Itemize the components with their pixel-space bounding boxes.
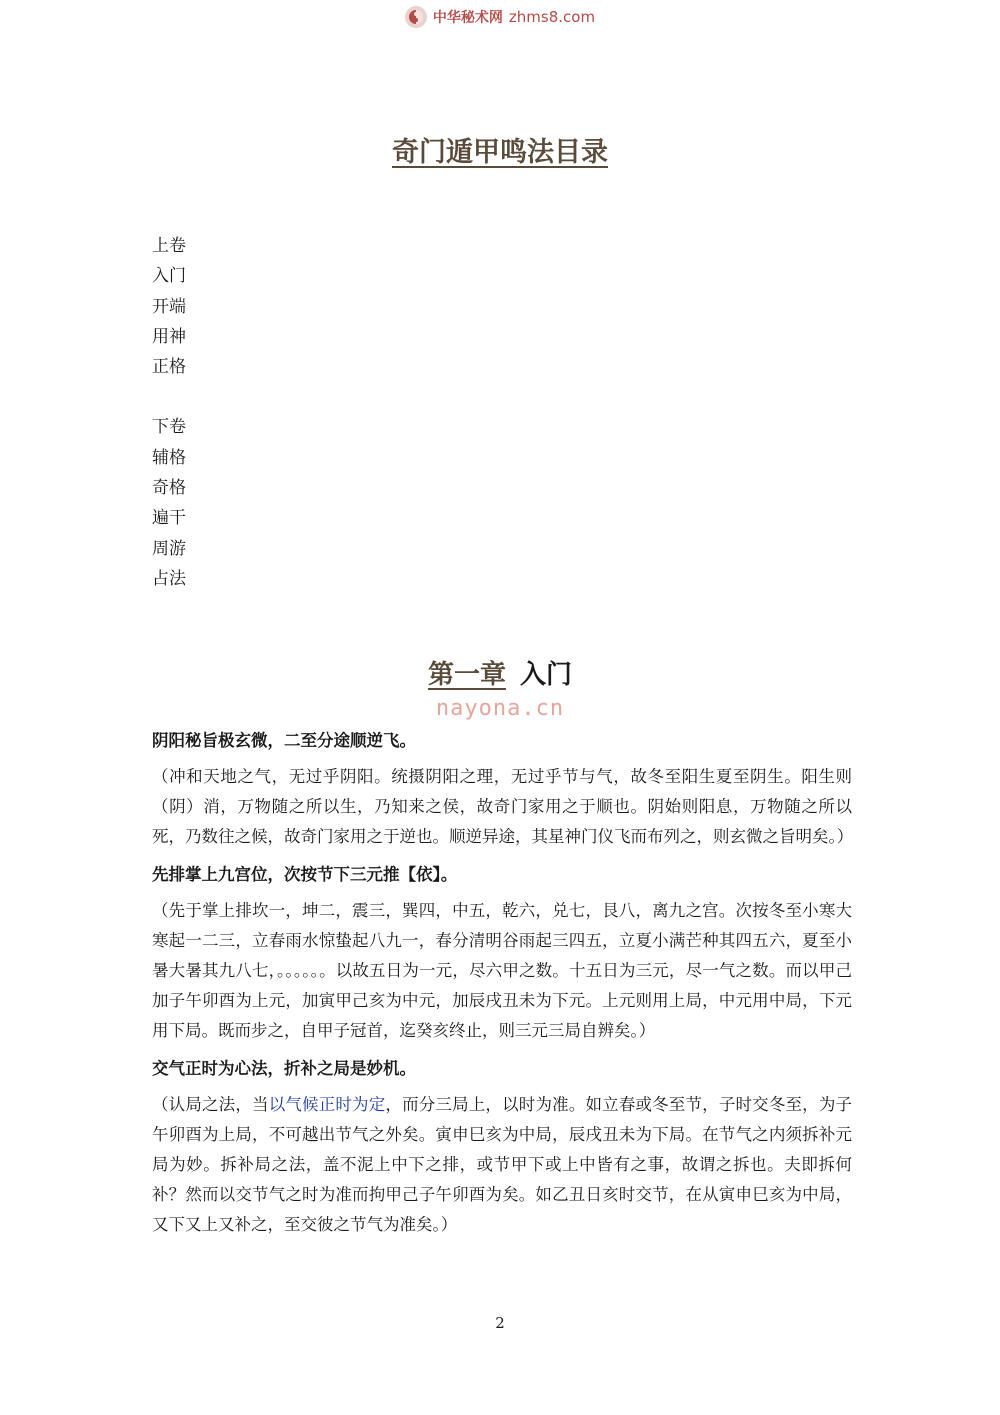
commentary-paragraph: （冲和天地之气，无过乎阴阳。统摄阴阳之理，无过乎节与气，故冬至阳生夏至阴生。阳生则（阴）消，万物随之所以生，乃知来之侯，故奇门家用之于顺也。阴始则阳息，万物随之所以死，乃数往之候，故奇门家用之于逆也。顺逆异途，其星神门仪飞而布列之，则玄微之旨明矣。） [152, 767, 854, 846]
site-header [0, 6, 1000, 28]
toc-item: 周游 [152, 538, 186, 559]
toc-item: 奇格 [152, 478, 186, 499]
table-of-contents [152, 231, 186, 594]
site-domain: zhms8.com [508, 8, 596, 26]
chapter-number: 第一章 [427, 660, 506, 690]
toc-item: 开端 [152, 296, 186, 317]
chapter-heading [0, 654, 1000, 691]
toc-volume-heading: 下卷 [152, 417, 186, 438]
site-name: 中华秘术网 [432, 10, 503, 26]
commentary-text: ，而分三局上，以时为准。如立春或冬至节，子时交冬至，为子午卯酉为上局，不可越出节气之外矣。寅申巳亥为中局，辰戌丑未为下局。在节气之内须拆补元局为妙。拆补局之法，盖不泥上中下之排，或节甲下或上中皆有之事，故谓之拆也。夫即拆何补？然而以交节气之时为准而拘甲己子午卯酉为矣。如乙丑日亥时交节，在从寅申巳亥为中局，又下又上又补之，至交彼之节气为准矣。） [152, 1095, 853, 1234]
toc-item: 正格 [152, 357, 186, 378]
toc-spacer [152, 382, 186, 412]
toc-item: 遍干 [152, 508, 186, 529]
highlighted-phrase: 以气候正时为定 [268, 1095, 386, 1114]
commentary-text: （认局之法，当 [152, 1095, 269, 1114]
verse-line: 先排掌上九宫位，次按节下三元推【依】。 [152, 865, 458, 884]
page-number: 2 [495, 1314, 505, 1332]
toc-item: 辅格 [152, 447, 186, 468]
toc-item: 用神 [152, 326, 186, 347]
verse-line: 交气正时为心法，折补之局是妙机。 [152, 1059, 416, 1078]
commentary-paragraph: （先于掌上排坎一，坤二，震三，巽四，中五，乾六，兑七，艮八，离九之宫。次按冬至小寒大寒起一二三，立春雨水惊蛰起八九一，春分清明谷雨起三四五，立夏小满芒种其四五六，夏至小暑大暑其九八七，。。。。。。以故五日为一元，尽六甲之数。十五日为三元，尽一气之数。而以甲己加子午卯酉为上元，加寅甲己亥为中元，加辰戌丑未为下元。上元则用上局，中元用中局，下元用下局。既而步之，自甲子冠首，迄癸亥终止，则三元三局自辨矣。） [152, 901, 852, 1040]
yin-yang-logo-icon [405, 6, 427, 28]
toc-volume-heading: 上卷 [152, 236, 186, 256]
toc-item: 入门 [152, 266, 186, 287]
chapter-name: 入门 [520, 660, 573, 690]
toc-item: 占法 [152, 568, 186, 589]
verse-line: 阴阳秘旨极玄微，二至分途顺逆飞。 [152, 731, 416, 750]
chapter-content [152, 726, 852, 1248]
watermark: nayona.cn [435, 696, 565, 721]
document-title: 奇门遁甲鸣法目录 [392, 137, 608, 168]
commentary-paragraph [152, 1090, 852, 1240]
